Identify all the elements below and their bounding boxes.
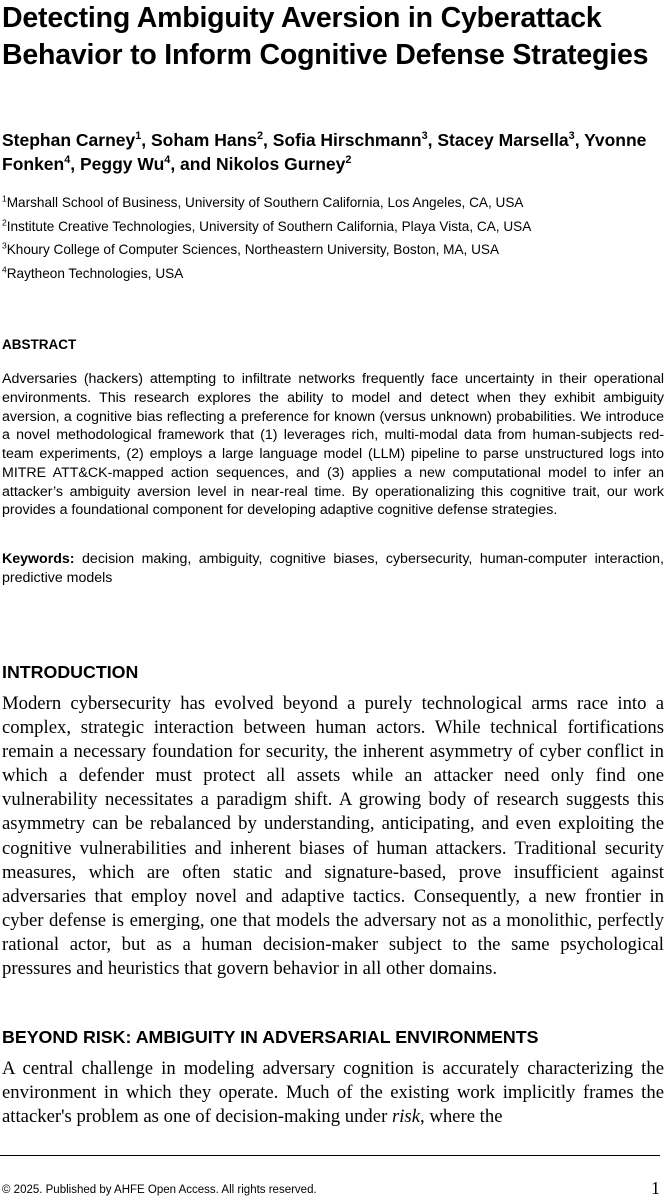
author-list: Stephan Carney$^1$, Soham Hans$^2$, Sofia Hirschmann$^3$, Stacey Marsella$^3$, Yvonne Fonken$^4$, Peggy Wu$^4$, and Nikolos Gurney$^2$ bbox=[2, 130, 647, 174]
affiliation-item: $^2$Institute Creative Technologies, University of Southern California, Playa Vista, CA, USA bbox=[2, 217, 532, 234]
author-affiliation-mark: 3 bbox=[421, 130, 428, 143]
author-name: Stephan Carney$^1$ bbox=[2, 130, 142, 150]
author-affiliation-mark: 4 bbox=[164, 154, 171, 167]
footer-divider bbox=[0, 1155, 660, 1156]
author-name: Nikolos Gurney$^2$ bbox=[216, 154, 352, 174]
author-name: Stacey Marsella$^3$ bbox=[437, 130, 575, 150]
keywords-text: decision making, ambiguity, cognitive biases, cybersecurity, human-computer interaction, predictive models bbox=[2, 551, 664, 586]
beyond-risk-text: A central challenge in modeling adversary cognition is accurately characterizing the environment in which they operate. Much of the existing work implicitly frames the attacker's problem as one of decision-making under risk, where the bbox=[2, 1058, 664, 1128]
beyond-risk-heading: BEYOND RISK: AMBIGUITY IN ADVERSARIAL ENVIRONMENTS bbox=[2, 1027, 539, 1047]
affiliation-item: $^4$Raytheon Technologies, USA bbox=[2, 264, 184, 281]
copyright-notice: © 2025. Published by AHFE Open Access. All rights reserved. bbox=[2, 1184, 317, 1196]
abstract-text: Adversaries (hackers) attempting to infiltrate networks frequently face uncertainty in their operational environments. This research explores the ability to model and detect when they exhibit ambiguity aversion, a cognitive bias reflecting a preference for known (versus unknown) probabilities. We introduce a novel methodological framework that (1) leverages rich, multi-modal data from human-subjects red-team experiments, (2) employs a large language model (LLM) pipeline to parse unstructured logs into MITRE ATT&CK-mapped action sequences, and (3) applies a new computational model to infer an attacker’s ambiguity aversion level in near-real time. By operationalizing this cognitive trait, our work provides a foundational component for developing adaptive cognitive defense strategies. bbox=[2, 371, 664, 519]
keywords bbox=[2, 550, 664, 587]
author-affiliation-mark: 2 bbox=[345, 154, 352, 167]
paper-title: Detecting Ambiguity Aversion in Cyberattack Behavior to Inform Cognitive Defense Strategies bbox=[2, 2, 649, 71]
keywords-label: Keywords: bbox=[2, 551, 75, 567]
author-affiliation-mark: 4 bbox=[64, 154, 71, 167]
introduction-heading: INTRODUCTION bbox=[2, 662, 139, 682]
introduction-text: Modern cybersecurity has evolved beyond a purely technological arms race into a complex, strategic interaction between human actors. While technical fortifications remain a necessary foundation for security, the inherent asymmetry of cyber conflict in which a defender must protect all assets while an attacker need only find one vulnerability necessitates a paradigm shift. A growing body of research suggests this asymmetry can be rebalanced by understanding, anticipating, and even exploiting the cognitive vulnerabilities and inherent biases of human attackers. Traditional security measures, which are often static and signature-based, prove insufficient against adversaries that employ novel and adaptive tactics. Consequently, a new frontier in cyber defense is emerging, one that models the adversary not as a monolithic, perfectly rational actor, but as a human decision-maker subject to the same psychological pressures and heuristics that govern behavior in all other domains. bbox=[2, 693, 664, 980]
author-affiliation-mark: 3 bbox=[568, 130, 575, 143]
page-number: 1 bbox=[651, 1178, 660, 1198]
author-name: Yvonne Fonken$^4$ bbox=[2, 130, 647, 174]
emphasis-risk: risk bbox=[391, 1106, 420, 1128]
affiliation-item: $^3$Khoury College of Computer Sciences, Northeastern University, Boston, MA, USA bbox=[2, 240, 500, 257]
author-affiliation-mark: 2 bbox=[257, 130, 264, 143]
author-affiliation-mark: 1 bbox=[135, 130, 142, 143]
author-name: Soham Hans$^2$ bbox=[151, 130, 264, 150]
author-name: Sofia Hirschmann$^3$ bbox=[272, 130, 428, 150]
author-name: Peggy Wu$^4$ bbox=[80, 154, 171, 174]
affiliation-item: $^1$Marshall School of Business, University of Southern California, Los Angeles, CA, USA bbox=[2, 193, 524, 210]
abstract-heading: ABSTRACT bbox=[2, 337, 77, 352]
